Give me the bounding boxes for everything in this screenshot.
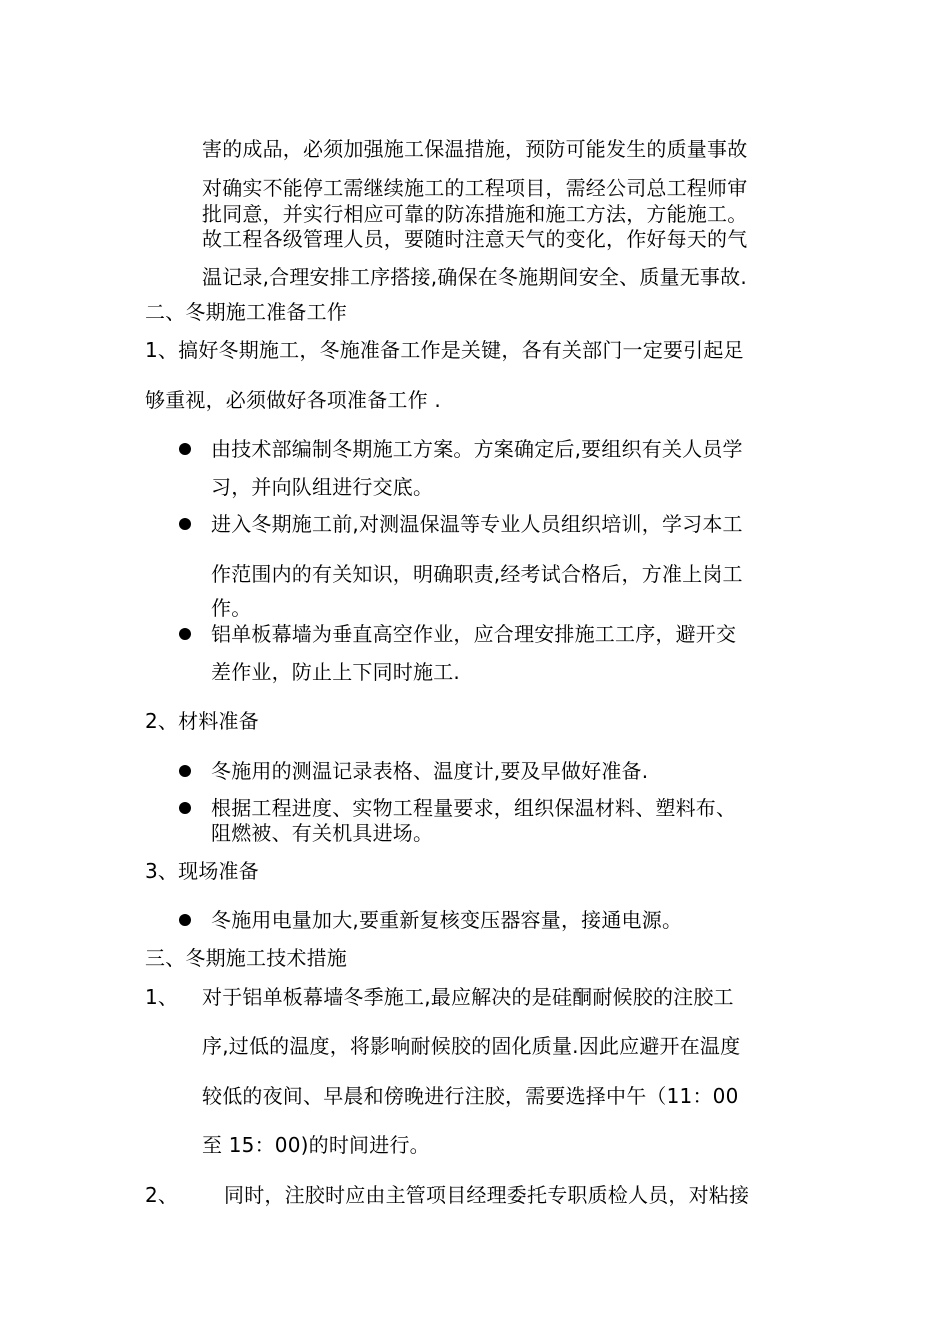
s3-item1-line-1: 对于铝单板幕墙冬季施工,最应解决的是硅酮耐候胶的注胶工 xyxy=(202,985,734,1009)
bullet-dot xyxy=(179,802,191,814)
s2-item2-heading: 2、材料准备 xyxy=(145,709,259,733)
s3-item1-line-3: 较低的夜间、早晨和傍晚进行注胶，需要选择中午（11：00 xyxy=(202,1084,739,1108)
s2-item2-bullet2-line-2: 阻燃被、有关机具进场。 xyxy=(211,821,434,845)
bullet-dot xyxy=(179,443,191,455)
intro-line-1: 害的成品，必须加强施工保温措施，预防可能发生的质量事故 xyxy=(202,137,748,161)
s3-item1-line-4: 至 15：00)的时间进行。 xyxy=(202,1133,430,1157)
intro-line-5: 温记录,合理安排工序搭接,确保在冬施期间安全、质量无事故. xyxy=(202,265,747,289)
s3-item1-number: 1、 xyxy=(145,985,179,1009)
s3-item2-line-1: 同时，注胶时应由主管项目经理委托专职质检人员，对粘接 xyxy=(224,1183,750,1207)
bullet-dot xyxy=(179,765,191,777)
s2-item1-line-1: 1、搞好冬期施工，冬施准备工作是关键，各有关部门一定要引起足 xyxy=(145,338,744,362)
s2-item2-bullet1-line-1: 冬施用的测温记录表格、温度计,要及早做好准备. xyxy=(211,759,649,783)
intro-line-3: 批同意，并实行相应可靠的防冻措施和施工方法，方能施工。 xyxy=(202,202,748,226)
s3-item2-number: 2、 xyxy=(145,1183,179,1207)
s2-item1-line-2: 够重视，必须做好各项准备工作 . xyxy=(145,388,441,412)
s2-item1-bullet2-line-2: 作范围内的有关知识，明确职责,经考试合格后，方准上岗工 xyxy=(211,562,743,586)
bullet-dot xyxy=(179,914,191,926)
s2-item1-bullet2-line-3: 作。 xyxy=(211,596,252,620)
s2-item3-bullet1-line-1: 冬施用电量加大,要重新复核变压器容量，接通电源。 xyxy=(211,908,683,932)
s2-item1-bullet1-line-1: 由技术部编制冬期施工方案。方案确定后,要组织有关人员学 xyxy=(211,437,743,461)
s2-item1-bullet3-line-2: 差作业，防止上下同时施工. xyxy=(211,660,460,684)
s2-item2-bullet2-line-1: 根据工程进度、实物工程量要求，组织保温材料、塑料布、 xyxy=(211,796,737,820)
s2-item3-heading: 3、现场准备 xyxy=(145,859,259,883)
s2-item1-bullet2-line-1: 进入冬期施工前,对测温保温等专业人员组织培训，学习本工 xyxy=(211,512,743,536)
s3-item1-line-2: 序,过低的温度，将影响耐候胶的固化质量.因此应避开在温度 xyxy=(202,1034,741,1058)
section-3-heading: 三、冬期施工技术措施 xyxy=(145,946,347,970)
bullet-dot xyxy=(179,628,191,640)
bullet-dot xyxy=(179,518,191,530)
intro-line-2: 对确实不能停工需继续施工的工程项目，需经公司总工程师审 xyxy=(202,176,748,200)
s2-item1-bullet1-line-2: 习，并向队组进行交底。 xyxy=(211,475,434,499)
section-2-heading: 二、冬期施工准备工作 xyxy=(145,300,347,324)
s2-item1-bullet3-line-1: 铝单板幕墙为垂直高空作业，应合理安排施工工序，避开交 xyxy=(211,622,737,646)
intro-line-4: 故工程各级管理人员，要随时注意天气的变化，作好每天的气 xyxy=(202,227,748,251)
